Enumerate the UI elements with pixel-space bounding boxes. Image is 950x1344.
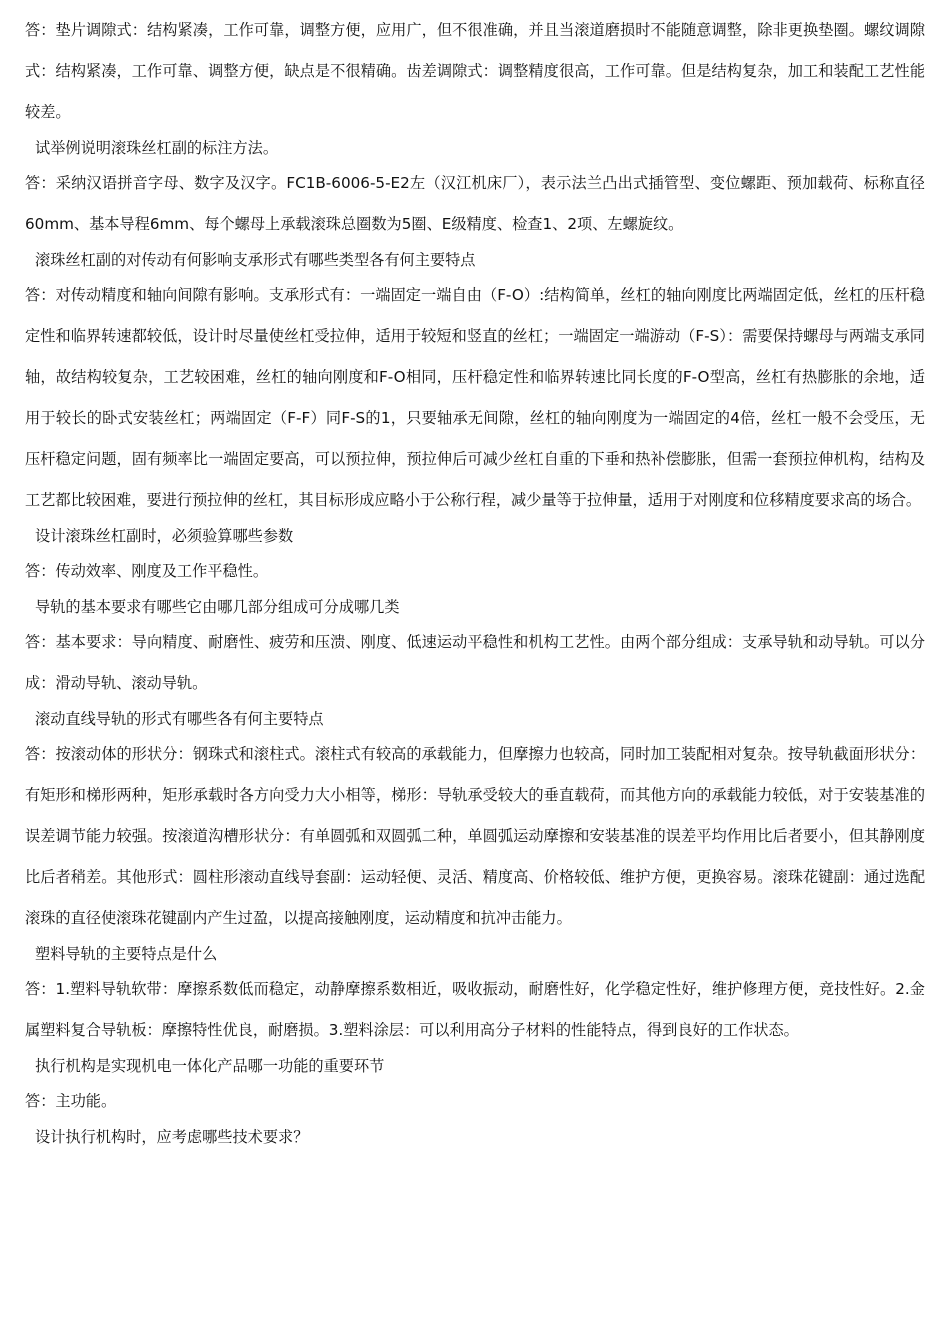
answer-paragraph: 答：传动效率、刚度及工作平稳性。 xyxy=(25,562,268,580)
answer-paragraph: 答：基本要求：导向精度、耐磨性、疲劳和压溃、刚度、低速运动平稳性和机构工艺性。由两个部分组成：支承导轨和动导轨。可以分成：滑动导轨、滚动导轨。 xyxy=(25,633,925,692)
question-heading: 设计滚珠丝杠副时，必须验算哪些参数 xyxy=(35,527,294,545)
answer-paragraph: 答：1.塑料导轨软带：摩擦系数低而稳定，动静摩擦系数相近，吸收振动，耐磨性好，化学稳定性好，维护修理方便，竞技性好。2.金属塑料复合导轨板：摩擦特性优良，耐磨损。3.塑料涂层：可以利用高分子材料的性能特点，得到良好的工作状态。 xyxy=(25,980,925,1039)
answer-paragraph: 答：对传动精度和轴向间隙有影响。支承形式有：一端固定一端自由（F-O）:结构简单，丝杠的轴向刚度比两端固定低，丝杠的压杆稳定性和临界转速都较低，设计时尽量使丝杠受拉伸，适用于较短和竖直的丝杠；一端固定一端游动（F-S）：需要保持螺母与两端支承同轴，故结构较复杂，工艺较困难，丝杠的轴向刚度和F-O相同，压杆稳定性和临界转速比同长度的F-O型高，丝杠有热膨胀的余地，适用于较长的卧式安装丝杠；两端固定（F-F）同F-S的1，只要轴承无间隙，丝杠的轴向刚度为一端固定的4倍，丝杠一般不会受压，无压杆稳定问题，固有频率比一端固定要高，可以预拉伸，预拉伸后可减少丝杠自重的下垂和热补偿膨胀，但需一套预拉伸机构，结构及工艺都比较困难，要进行预拉伸的丝杠，其目标形成应略小于公称行程，减少量等于拉伸量，适用于对刚度和位移精度要求高的场合。 xyxy=(25,286,925,509)
question-heading: 试举例说明滚珠丝杠副的标注方法。 xyxy=(35,139,278,157)
question-heading: 滚动直线导轨的形式有哪些各有何主要特点 xyxy=(35,710,324,728)
question-heading: 导轨的基本要求有哪些它由哪几部分组成可分成哪几类 xyxy=(35,598,400,616)
answer-paragraph: 答：按滚动体的形状分：钢珠式和滚柱式。滚柱式有较高的承载能力，但摩擦力也较高，同时加工装配相对复杂。按导轨截面形状分：有矩形和梯形两种，矩形承载时各方向受力大小相等，梯形：导轨承受较大的垂直载荷，而其他方向的承载能力较低，对于安装基准的误差调节能力较强。按滚道沟槽形状分：有单圆弧和双圆弧二种，单圆弧运动摩擦和安装基准的误差平均作用比后者要小，但其静刚度比后者稍差。其他形式：圆柱形滚动直线导套副：运动轻便、灵活、精度高、价格较低、维护方便，更换容易。滚珠花键副：通过选配滚珠的直径使滚珠花键副内产生过盈，以提高接触刚度，运动精度和抗冲击能力。 xyxy=(25,745,925,927)
question-heading: 执行机构是实现机电一体化产品哪一功能的重要环节 xyxy=(35,1057,385,1075)
answer-paragraph: 答：垫片调隙式：结构紧凑，工作可靠，调整方便，应用广，但不很准确，并且当滚道磨损时不能随意调整，除非更换垫圈。螺纹调隙式：结构紧凑，工作可靠、调整方便，缺点是不很精确。齿差调隙式：调整精度很高，工作可靠。但是结构复杂，加工和装配工艺性能较差。 xyxy=(25,21,925,121)
answer-paragraph: 答：主功能。 xyxy=(25,1092,117,1110)
question-heading: 滚珠丝杠副的对传动有何影响支承形式有哪些类型各有何主要特点 xyxy=(35,251,476,269)
question-heading: 塑料导轨的主要特点是什么 xyxy=(35,945,218,963)
answer-paragraph: 答：采纳汉语拼音字母、数字及汉字。FC1B-6006-5-E2左（汉江机床厂），表示法兰凸出式插管型、变位螺距、预加载荷、标称直径60mm、基本导程6mm、每个螺母上承载滚珠总圈数为5圈、E级精度、检查1、2项、左螺旋纹。 xyxy=(25,174,925,233)
question-heading: 设计执行机构时，应考虑哪些技术要求？ xyxy=(35,1128,309,1146)
